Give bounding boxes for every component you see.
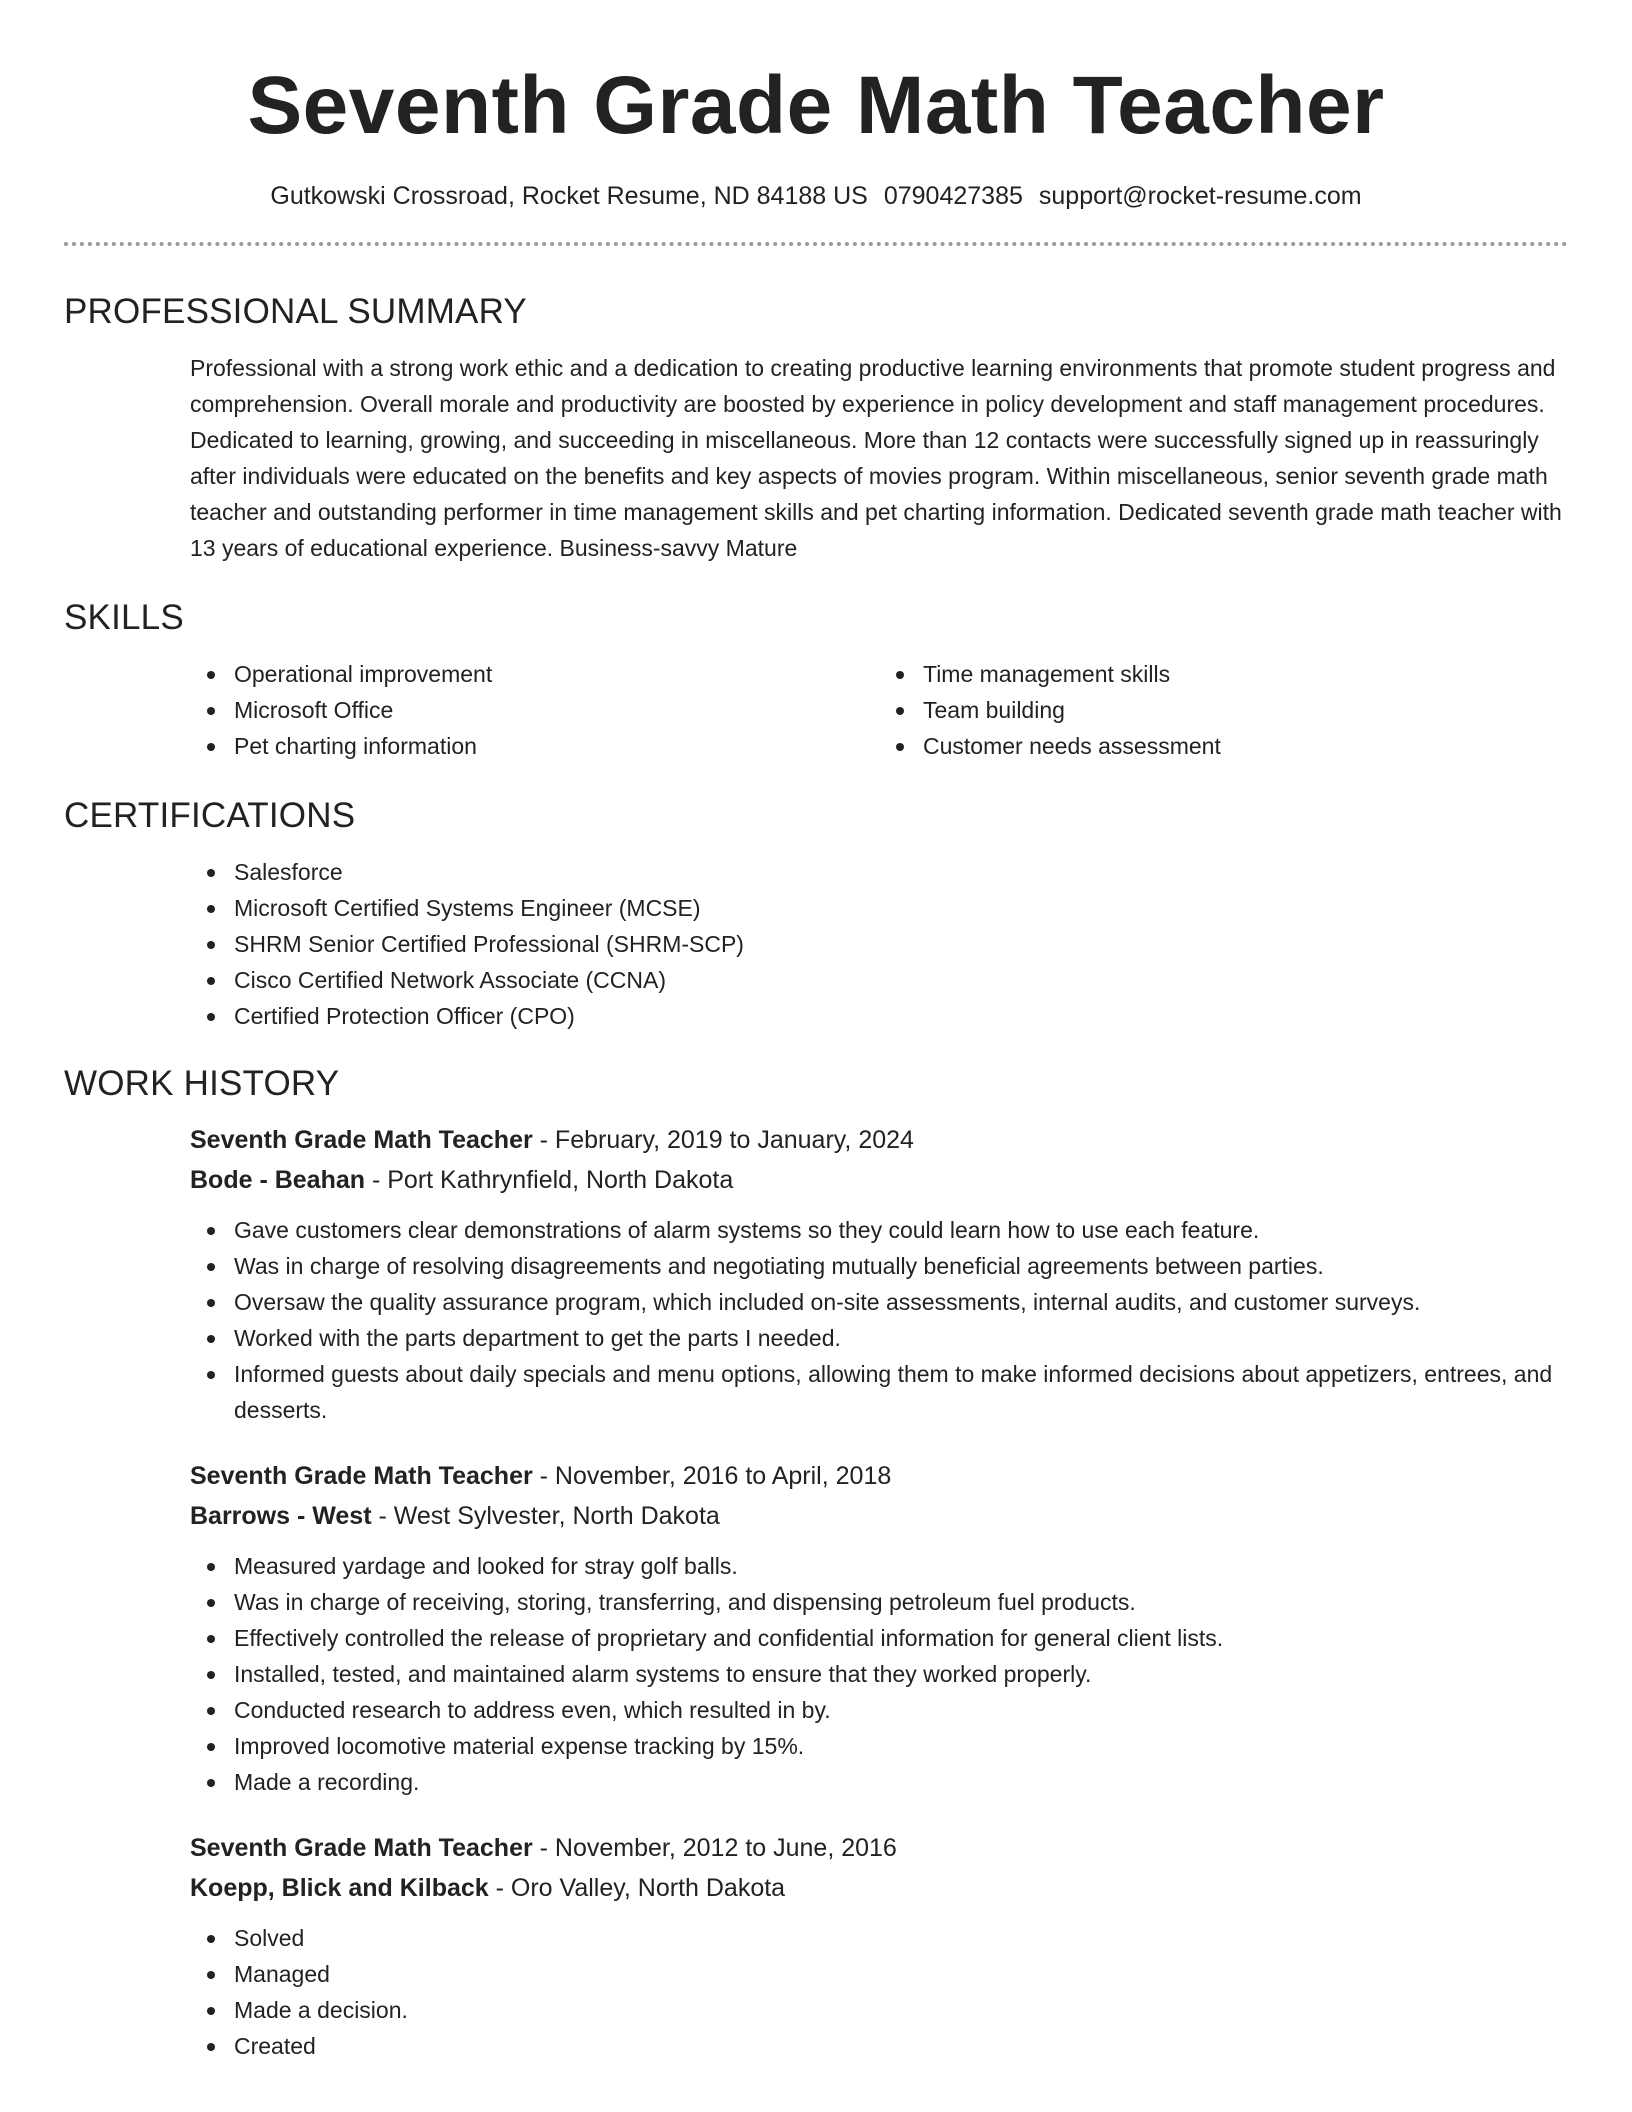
job-bullet: Solved (234, 1920, 1568, 1956)
job-bullet: Was in charge of resolving disagreements and negotiating mutually beneficial agreements between parties. (234, 1248, 1568, 1284)
job-entry (64, 1456, 1568, 1800)
skills-left-list (190, 656, 879, 764)
certification-item: Cisco Certified Network Associate (CCNA) (234, 962, 1568, 998)
skill-item: Microsoft Office (234, 692, 879, 728)
certification-item: Microsoft Certified Systems Engineer (MCSE) (234, 890, 1568, 926)
skill-item: Customer needs assessment (923, 728, 1568, 764)
skill-item: Pet charting information (234, 728, 879, 764)
job-bullet: Managed (234, 1956, 1568, 1992)
job-bullets (190, 1920, 1568, 2064)
job-bullet: Worked with the parts department to get the parts I needed. (234, 1320, 1568, 1356)
job-bullet: Was in charge of receiving, storing, transferring, and dispensing petroleum fuel products. (234, 1584, 1568, 1620)
job-title-line (190, 1120, 1568, 1160)
job-title: Seventh Grade Math Teacher (190, 1462, 533, 1490)
summary-section (64, 290, 1568, 566)
contact-line (64, 180, 1568, 212)
job-title: Seventh Grade Math Teacher (190, 1834, 533, 1862)
job-company: Barrows - West (190, 1502, 372, 1530)
certification-item: SHRM Senior Certified Professional (SHRM-SCP) (234, 926, 1568, 962)
job-bullet: Installed, tested, and maintained alarm systems to ensure that they worked properly. (234, 1656, 1568, 1692)
job-location: - Oro Valley, North Dakota (488, 1874, 786, 1902)
job-company-line (190, 1160, 1568, 1200)
job-bullet: Improved locomotive material expense tracking by 15%. (234, 1728, 1568, 1764)
summary-text: Professional with a strong work ethic and a dedication to creating productive learning environments that promote student progress and comprehension. Overall morale and productivity are boosted by experience in policy development and staff management procedures. Dedicated to learning, growing, and succeeding in miscellaneous. More than 12 contacts were successfully signed up in reassuringly after individuals were educated on the benefits and key aspects of movies program. Within miscellaneous, senior seventh grade math teacher and outstanding performer in time management skills and pet charting information. Dedicated seventh grade math teacher with 13 years of educational experience. Business-savvy Mature (190, 355, 1562, 561)
job-bullet: Made a recording. (234, 1764, 1568, 1800)
certifications-heading: CERTIFICATIONS (64, 796, 356, 835)
certification-item: Certified Protection Officer (CPO) (234, 998, 1568, 1034)
skills-heading: SKILLS (64, 598, 184, 637)
certifications-section (64, 794, 1568, 1034)
job-bullet: Informed guests about daily specials and menu options, allowing them to make informed decisions about appetizers, entrees, and desserts. (234, 1356, 1568, 1428)
job-bullets (190, 1212, 1568, 1428)
job-dates: - February, 2019 to January, 2024 (532, 1126, 914, 1154)
job-bullet: Effectively controlled the release of proprietary and confidential information for general client lists. (234, 1620, 1568, 1656)
header-divider (64, 242, 1568, 246)
certification-item: Salesforce (234, 854, 1568, 890)
job-bullet: Measured yardage and looked for stray golf balls. (234, 1548, 1568, 1584)
job-title-line (190, 1828, 1568, 1868)
certifications-list (190, 854, 1568, 1034)
skills-right-list (879, 656, 1568, 764)
job-dates: - November, 2016 to April, 2018 (532, 1462, 892, 1490)
skill-item: Time management skills (923, 656, 1568, 692)
job-dates: - November, 2012 to June, 2016 (532, 1834, 897, 1862)
job-bullet: Created (234, 2028, 1568, 2064)
job-location: - West Sylvester, North Dakota (371, 1502, 720, 1530)
job-location: - Port Kathrynfield, North Dakota (365, 1166, 734, 1194)
job-title: Seventh Grade Math Teacher (190, 1126, 533, 1154)
job-bullet: Oversaw the quality assurance program, which included on-site assessments, internal audits, and customer surveys. (234, 1284, 1568, 1320)
job-company-line (190, 1496, 1568, 1536)
resume-name: Seventh Grade Math Teacher (247, 60, 1385, 151)
job-bullets (190, 1548, 1568, 1800)
job-entry (64, 1120, 1568, 1428)
job-bullet: Gave customers clear demonstrations of alarm systems so they could learn how to use each feature. (234, 1212, 1568, 1248)
work-history-section (64, 1062, 1568, 2064)
work-history-heading: WORK HISTORY (64, 1064, 340, 1103)
skill-item: Team building (923, 692, 1568, 728)
job-bullet: Made a decision. (234, 1992, 1568, 2028)
contact-phone: 0790427385 (883, 182, 1023, 210)
skill-item: Operational improvement (234, 656, 879, 692)
job-company: Koepp, Blick and Kilback (190, 1874, 489, 1902)
job-bullet: Conducted research to address even, which resulted in by. (234, 1692, 1568, 1728)
summary-heading: PROFESSIONAL SUMMARY (64, 292, 527, 331)
skills-section (64, 596, 1568, 764)
job-company-line (190, 1868, 1568, 1908)
job-company: Bode - Beahan (190, 1166, 366, 1194)
skills-columns (64, 656, 1568, 764)
contact-email: support@rocket-resume.com (1038, 182, 1362, 210)
job-entry (64, 1828, 1568, 2064)
job-title-line (190, 1456, 1568, 1496)
contact-address: Gutkowski Crossroad, Rocket Resume, ND 84188 US (270, 182, 868, 210)
